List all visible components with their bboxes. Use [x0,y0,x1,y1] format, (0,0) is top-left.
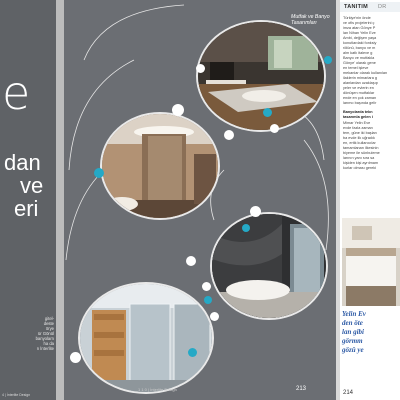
text-line: rölünü, banyo ve m [343,46,376,50]
text-line: evde fazla zaman [343,126,373,130]
subheading [343,110,399,120]
bathroom-scene-icon [198,22,326,132]
text-line: tamamlanan ilkesinin [343,146,379,150]
body-text-2 [343,121,399,171]
white-dot [196,64,205,73]
text-line: dönüşen mutfaklar [343,91,375,95]
bathroom-photo-2 [100,112,220,220]
body-text-1 [343,16,399,106]
shower-scene-icon [102,114,220,220]
section-tag [340,2,400,12]
text-line: kurlar olması gereki [343,166,377,170]
text-line: en, ertik kullanıcılar [343,141,376,145]
teal-dot [242,224,250,232]
left-heading-1: dan [4,150,41,175]
text-line: konutlardaki fonksiy [343,41,377,45]
left-line: ür Gönül [37,331,54,336]
white-dot [270,124,279,133]
white-dot [70,352,81,363]
page-number-214: 214 [343,390,354,396]
text-line: tem, güne iki başlan [343,131,377,135]
subheading-line: tasarımla gelen i [343,115,373,119]
middle-page [64,0,336,400]
bathroom-photo-1 [196,20,326,132]
text-line: larının yanı sıra sa [343,156,375,160]
text-line: alanlardan uzaklaşıp [343,81,378,85]
left-heading-2: ve [20,173,44,198]
text-line: en temel işleve [343,66,369,70]
white-dot [224,130,234,140]
bathtub-scene-icon [212,214,328,320]
page-gutter [56,0,64,400]
quote-line: lan gibi [342,328,364,336]
white-dot [210,312,219,321]
text-line: ende en çok zaman [343,96,377,100]
left-line: örye [45,326,54,331]
text-line: alm katlı italeve g [343,51,373,55]
text-line: yeler ve evlerin en [343,86,374,90]
text-line: kişiden kişi ayrılmam [343,161,379,165]
white-dot [172,104,184,116]
text-line: Gönye' olarak gene [343,61,376,65]
text-line: Ambi, değişen yaşa [343,36,377,40]
text-line: biyeme ile sünbuleme [343,151,380,155]
teal-dot [324,56,332,64]
text-line: Mimar Yelin Eve [343,121,371,125]
left-line: n İnterlite [36,346,54,351]
glass-shower-scene-icon [80,284,214,394]
quote-line: den öte [342,319,363,327]
left-line: gitel- [44,316,54,321]
mid-footer: 1 1 0 | İnterlite Design [138,387,177,392]
bathroom-photo-4 [78,282,214,394]
section-tag-suffix: DR [378,4,387,10]
kitchen-photo [342,218,400,306]
teal-dot [263,108,272,117]
text-line: ve ofis projelerini ç [343,21,375,25]
text-line: ba evde ilk uğradık [343,136,375,140]
left-heading-3: eri [14,196,39,221]
left-body-text [2,316,54,351]
quote-line: görmm [342,337,363,345]
white-dot [250,206,261,217]
teal-dot [204,296,212,304]
right-page [340,0,400,400]
text-line: Türkiye'nin önde [343,16,371,20]
text-line: Banyo ve mutfakla [343,56,375,60]
left-page [0,0,56,400]
page-number-213: 213 [296,386,307,392]
left-footer: 4 | İnterlite Design [2,393,31,397]
quote-line: gözü ye [342,346,364,354]
bathroom-photo-3 [210,212,328,320]
subheading-line: Banyolarda tekn [343,110,373,114]
section-tag-label: TANITIM [344,4,368,10]
text-line: mekanlar olarak kullanılan [343,71,388,75]
text-line: larımo başında gelir [343,101,377,105]
left-big-letter: e [2,66,31,120]
left-line: banyolarn [35,336,54,341]
text-line: lan Nihan Yelin Eve [343,31,376,35]
left-line: ha da [43,341,54,346]
pull-quote [342,310,400,362]
teal-dot [188,348,197,357]
teal-dot [94,168,104,178]
quote-line: Yelin Ev [342,310,366,318]
text-line: imza atan Gönye P [343,26,376,30]
page-caption: Mutfak ve Banyo Tasarımları [291,14,330,26]
left-line: deste [43,321,54,326]
text-line: ilaklerin mimarlara g [343,76,377,80]
white-dot [202,282,211,291]
kitchen-scene-icon [342,218,400,306]
white-dot [186,256,196,266]
